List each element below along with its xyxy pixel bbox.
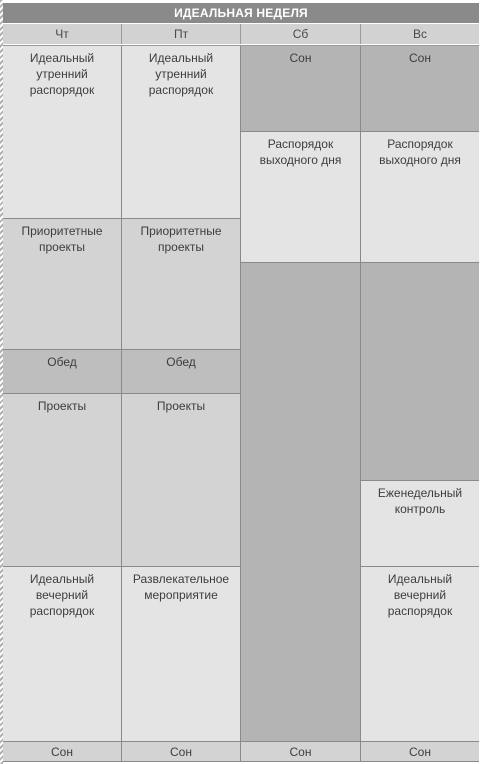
block-evening-routine[interactable]: Идеальный вечерний распорядок [3,567,122,742]
block-priority-projects[interactable]: Приоритетные проекты [3,219,122,350]
block-sleep-morning[interactable]: Сон [241,46,361,132]
block-projects[interactable]: Проекты [3,394,122,567]
block-entertainment[interactable]: Развлекательное мероприятие [122,567,241,742]
day-header-row [3,24,479,44]
block-sleep[interactable]: Сон [361,742,479,762]
planner-title: ИДЕАЛЬНАЯ НЕДЕЛЯ [3,3,479,23]
block-sleep[interactable]: Сон [122,742,241,762]
block-weekend-routine[interactable]: Распорядок выходного дня [361,132,479,263]
block-lunch[interactable]: Обед [3,350,122,394]
column-sat [241,46,361,762]
block-lunch[interactable]: Обед [122,350,241,394]
block-projects[interactable]: Проекты [122,394,241,567]
block-morning-routine[interactable]: Идеальный утренний распорядок [3,46,122,219]
column-thu [3,46,122,762]
day-header-fri[interactable]: Пт [122,24,241,44]
column-sun [361,46,479,762]
block-morning-routine[interactable]: Идеальный утренний распорядок [122,46,241,219]
day-header-sat[interactable]: Сб [241,24,361,44]
block-sleep-morning[interactable]: Сон [361,46,479,132]
schedule-grid [3,45,479,762]
day-header-thu[interactable]: Чт [3,24,122,44]
block-free-time[interactable] [241,263,361,742]
day-header-sun[interactable]: Вс [361,24,479,44]
block-sleep[interactable]: Сон [241,742,361,762]
block-evening-routine[interactable]: Идеальный вечерний распорядок [361,567,479,742]
block-priority-projects[interactable]: Приоритетные проекты [122,219,241,350]
block-free-time[interactable] [361,263,479,481]
block-weekend-routine[interactable]: Распорядок выходного дня [241,132,361,263]
block-sleep[interactable]: Сон [3,742,122,762]
block-weekly-review[interactable]: Еженедельный контроль [361,481,479,567]
column-fri [122,46,241,762]
